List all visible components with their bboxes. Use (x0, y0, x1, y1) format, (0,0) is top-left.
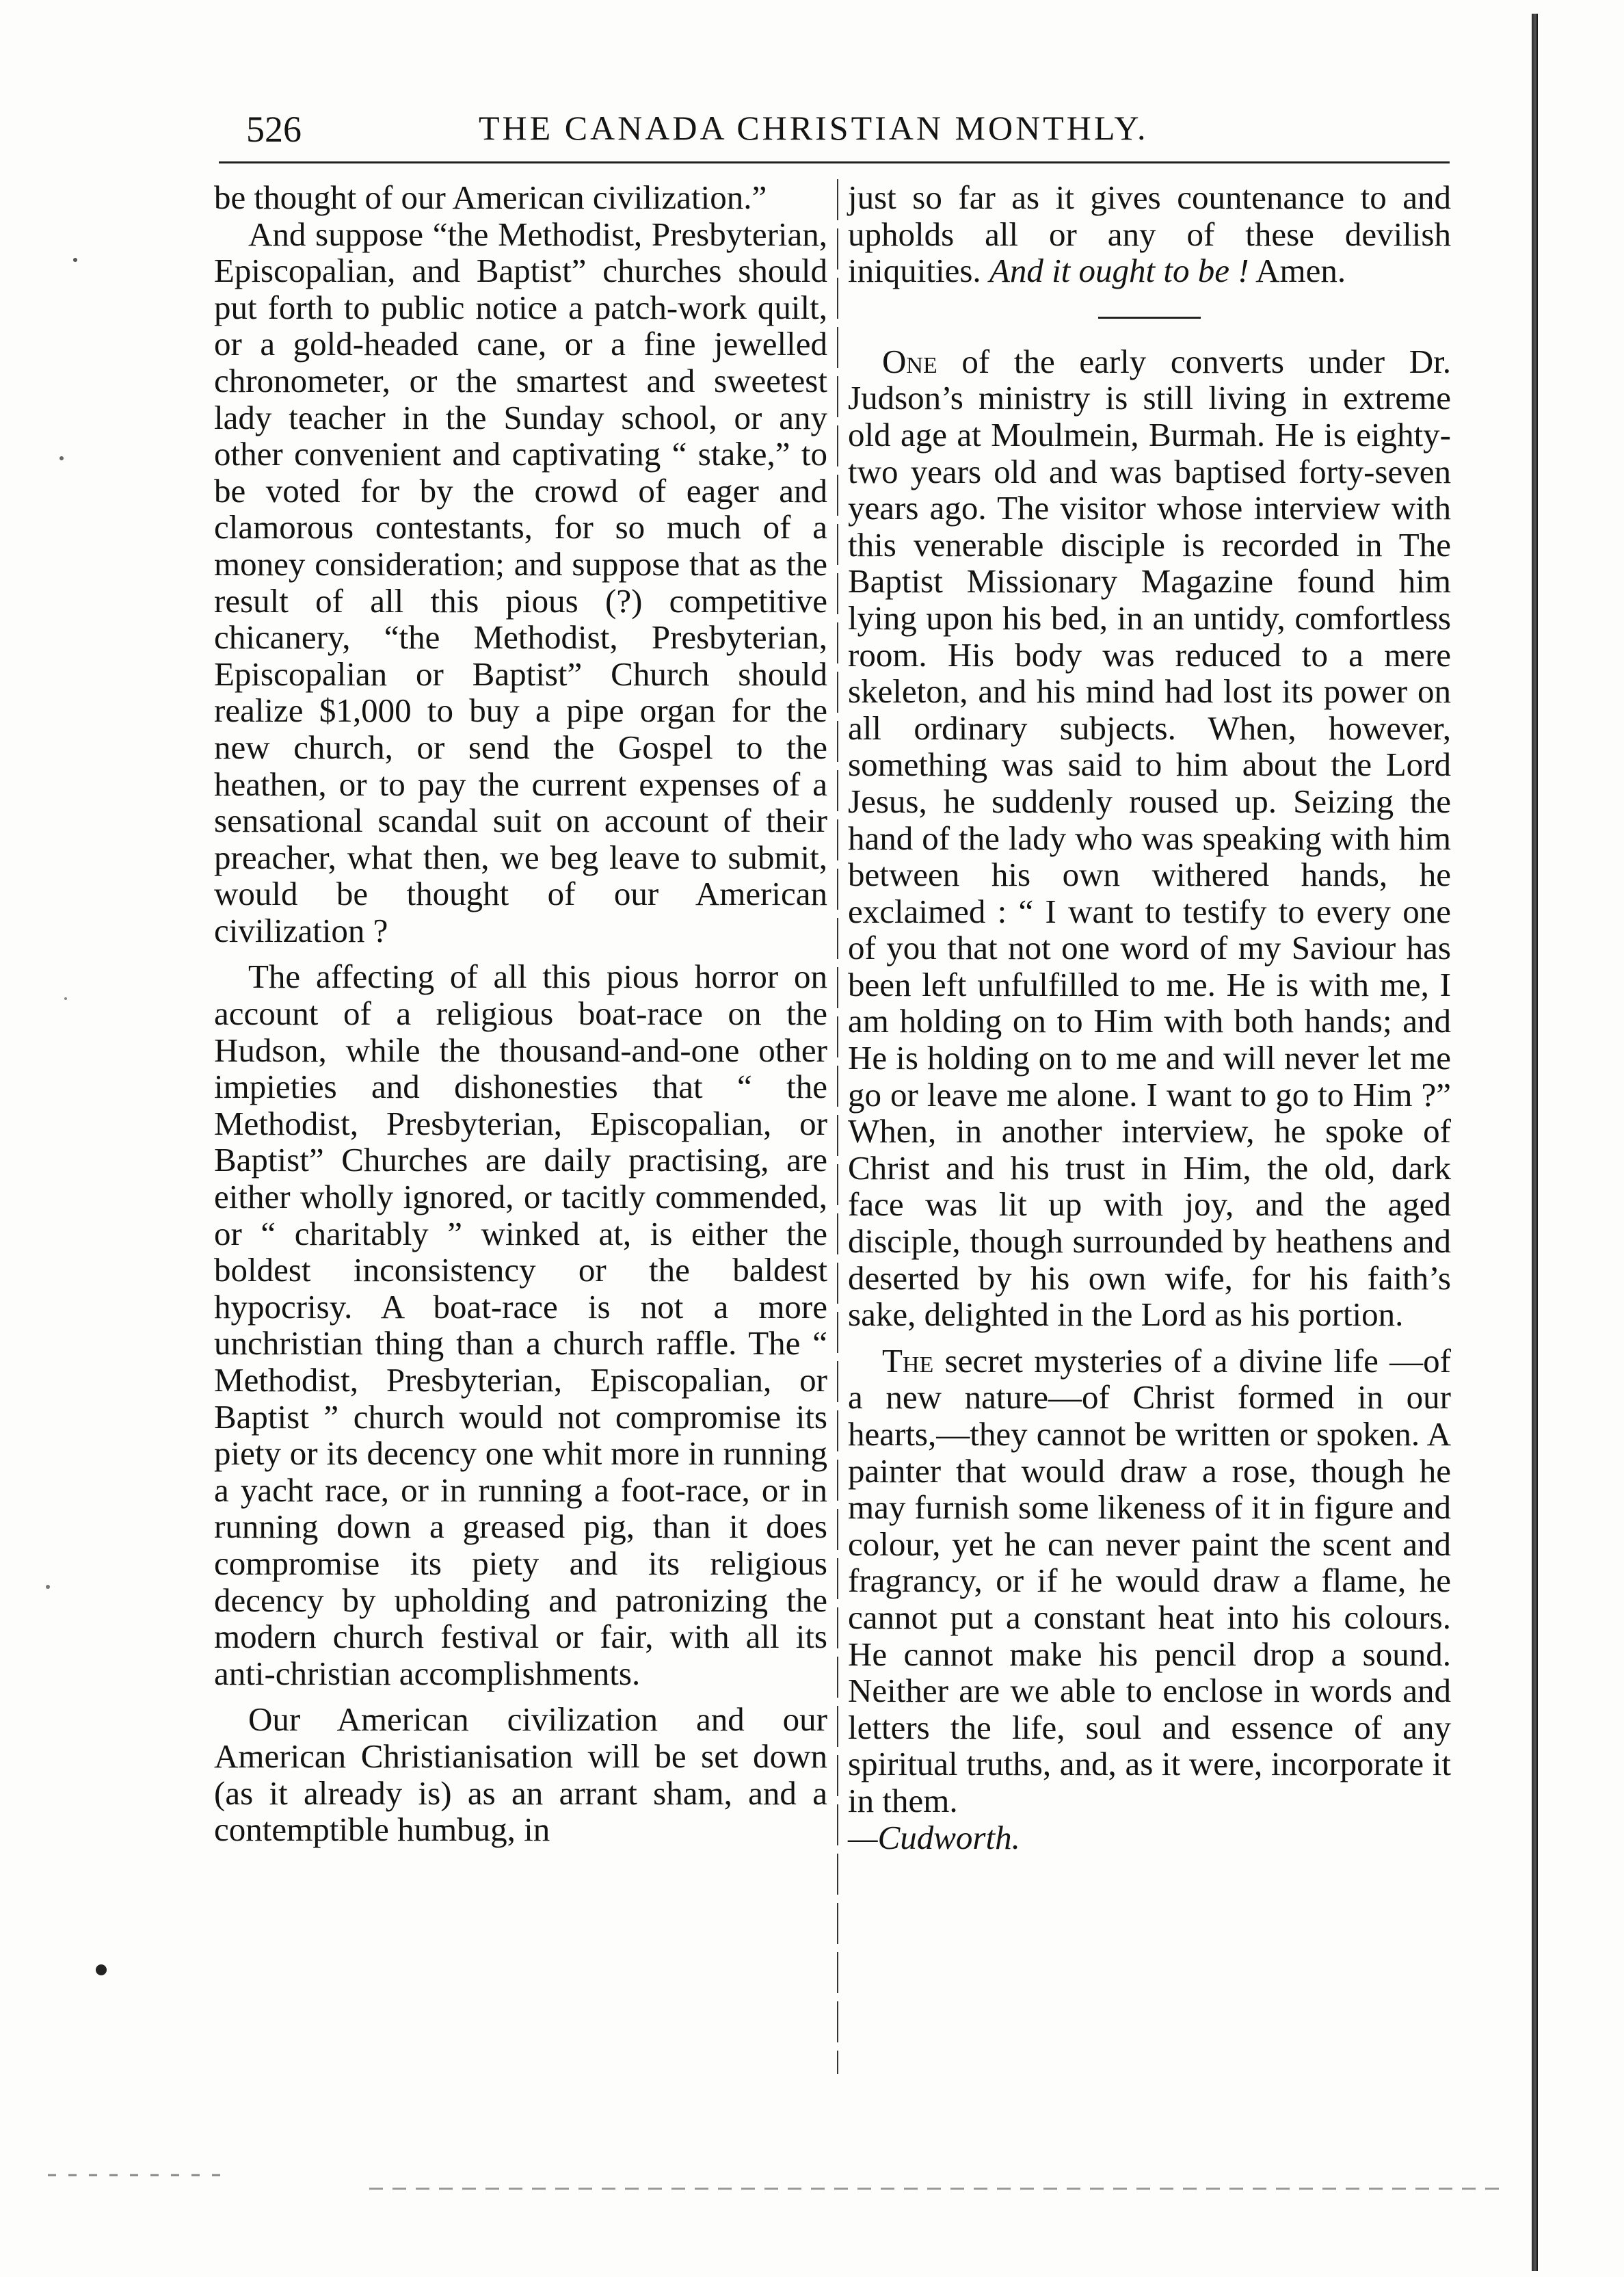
header-rule (219, 161, 1450, 163)
page-number: 526 (246, 109, 302, 150)
lead-word-the: The (882, 1341, 934, 1380)
iniquities-text: just so far as it gives countenance to and upholds all or any of these devilish iniquities. (848, 179, 1451, 290)
column-rule (837, 179, 838, 2074)
paragraph-judson-convert (848, 343, 1451, 1333)
paragraph-divine-life (848, 1343, 1451, 1819)
paragraph-stake: And suppose “the Methodist, Presbyterian, Episcopalian, and Baptist” churches should put forth to public notice a patch-work quilt, or a gold-headed cane, or a fine jewelled chronometer, or the smartest and sweetest lady teacher in the Sunday school, or any other convenient and captivating “ stake,” to be voted for by the crowd of eager and clamorous contestants, for so much of a money consideration; and suppose that as the result of all this pious (?) competitive chicanery, “the Methodist, Presbyterian, Episcopalian or Baptist” Church should realize $1,000 to buy a pipe organ for the new church, or send the Gospel to the heathen, or to pay the current expenses of a sensational scandal suit on account of their preacher, what then, we beg leave to submit, would be thought of our American civilization ? (214, 215, 827, 949)
amen-text: Amen. (1255, 252, 1346, 290)
page-header (219, 103, 1450, 157)
left-column (214, 179, 827, 1848)
attribution: —Cudworth. (848, 1818, 1020, 1856)
paragraph-continuation: be thought of our American civilization.” (214, 179, 767, 216)
paragraph-iniquities (848, 179, 1451, 289)
lead-word-one: One (882, 342, 937, 380)
iniquities-exclamation: And it ought to be ! (989, 252, 1249, 290)
divine-life-text: secret mysteries of a divine life —of a new nature—of Christ formed in our hearts,—they cannot be written or spoken. A painter that would draw a rose, though he may furnish some likeness of it in figure and colour, yet he can never paint the scent and fragrancy, or if he would draw a flame, he cannot put a constant heat into his colours. He cannot make his pencil drop a sound. Neither are we able to enclose in words and letters the life, soul and essence of any spiritual truths, and, as it were, incorporate it in them. (848, 1341, 1452, 1819)
scan-edge-line (1532, 14, 1538, 2271)
section-rule (1098, 317, 1201, 319)
paragraph-civilization: Our American civilization and our American Christianisation will be set down (as it already is) as an arrant sham, and a contemptible humbug, in (214, 1700, 827, 1849)
paragraph-boat-race: The affecting of all this pious horror on account of a religious boat-race on the Hudson, while the thousand-and-one other impieties and dishonesties that “ the Methodist, Presbyterian, Episcopalian, or Baptist” Churches are daily practising, are either wholly ignored, or tacitly commended, or “ charitably ” winked at, is either the boldest inconsistency or the baldest hypocrisy. A boat-race is not a more unchristian thing than a church raffle. The “ Methodist, Presbyterian, Episcopalian, or Baptist ” church would not compromise its piety or its decency one whit more in running a yacht race, or in running a foot-race, or in running down a greased pig, than it does compromise its piety and its religious decency by upholding and patronizing the modern church festival or fair, with all its anti-christian accomplishments. (214, 958, 827, 1692)
running-head: THE CANADA CHRISTIAN MONTHLY. (479, 109, 1149, 147)
right-column (848, 179, 1451, 1856)
judson-convert-text: of the early converts under Dr. Judson’s ministry is still living in extreme old age at Moulmein, Burmah. He is eighty-two years old and was baptised forty-seven years ago. The visitor whose interview with this venerable disciple is recorded in The Baptist Missionary Magazine found him lying upon his bed, in an untidy, comfortless room. His body was reduced to a mere skeleton, and his mind had lost its power on all ordinary subjects. When, however, something was said to him about the Lord Jesus, he suddenly roused up. Seizing the hand of the lady who was speaking with him between his own withered hands, he exclaimed : “ I want to testify to every one of you that not one word of my Saviour has been left unfulfilled to me. He is with me, I am holding on to Him with both hands; and He is holding on to me and will never let me go or leave me alone. I want to go to Him ?” When, in another interview, he spoke of Christ and his trust in Him, the old, dark face was lit up with joy, and the aged disciple, though surrounded by heathens and deserted by his own wife, for his faith’s sake, delighted in the Lord as his portion. (848, 342, 1452, 1334)
